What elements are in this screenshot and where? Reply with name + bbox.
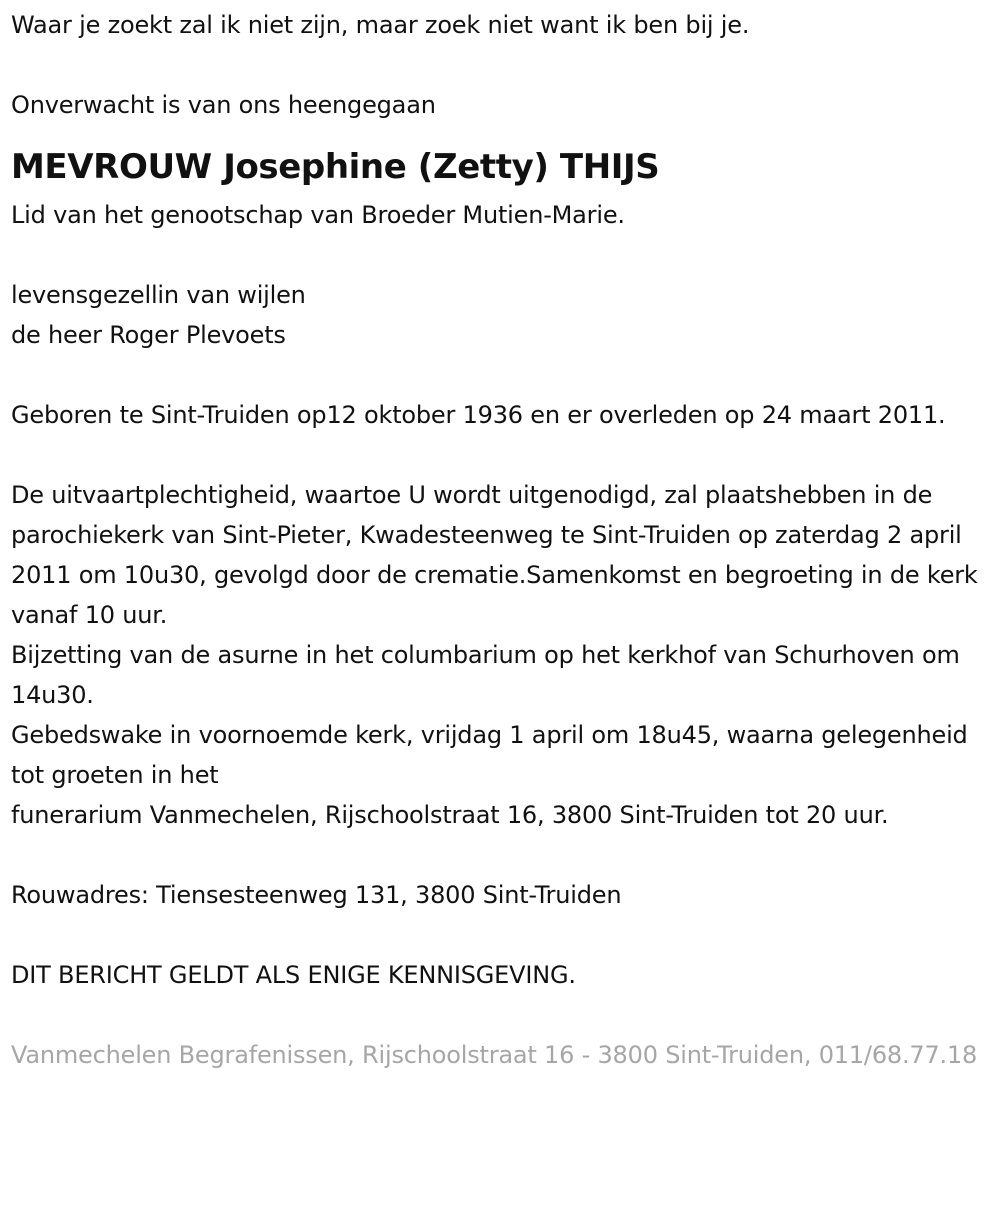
spacer [11,995,991,1035]
interment-paragraph: Bijzetting van de asurne in het columbarium op het kerkhof van Schurhoven om 14u30. [11,641,960,709]
funeral-home-paragraph: funerarium Vanmechelen, Rijschoolstraat 16, 3800 Sint-Truiden tot 20 uur. [11,801,889,829]
partner-line-1: levensgezellin van wijlen [11,281,306,309]
spacer [11,45,991,85]
funeral-paragraph: De uitvaartplechtigheid, waartoe U wordt uitgenodigd, zal plaatshebben in de parochiekerk van Sint-Pieter, Kwadesteenweg te Sint-Truiden op zaterdag 2 april 2011 om 10u30, gevolgd door de crematie.Samenkomst en begroeting in de kerk vanaf 10 uur. [11,481,978,629]
notice-statement: DIT BERICHT GELDT ALS ENIGE KENNISGEVING. [11,961,576,989]
membership-line: Lid van het genootschap van Broeder Mutien-Marie. [11,201,625,229]
spacer [11,915,991,955]
mourning-address: Rouwadres: Tiensesteenweg 131, 3800 Sint-Truiden [11,881,622,909]
vigil-paragraph: Gebedswake in voornoemde kerk, vrijdag 1 april om 18u45, waarna gelegenheid tot groeten in het [11,721,968,789]
spacer [11,835,991,875]
spacer [11,355,991,395]
partner-line-2: de heer Roger Plevoets [11,321,286,349]
spacer [11,235,991,275]
birth-death-paragraph: Geboren te Sint-Truiden op12 oktober 1936 en er overleden op 24 maart 2011. [11,401,946,429]
undertaker-footer: Vanmechelen Begrafenissen, Rijschoolstraat 16 - 3800 Sint-Truiden, 011/68.77.18 [11,1041,978,1069]
spacer [11,435,991,475]
obituary-notice [11,5,991,1075]
intro-line: Onverwacht is van ons heengegaan [11,91,436,119]
motto: Waar je zoekt zal ik niet zijn, maar zoek niet want ik ben bij je. [11,11,750,39]
deceased-name: MEVROUW Josephine (Zetty) THIJS [11,147,660,187]
